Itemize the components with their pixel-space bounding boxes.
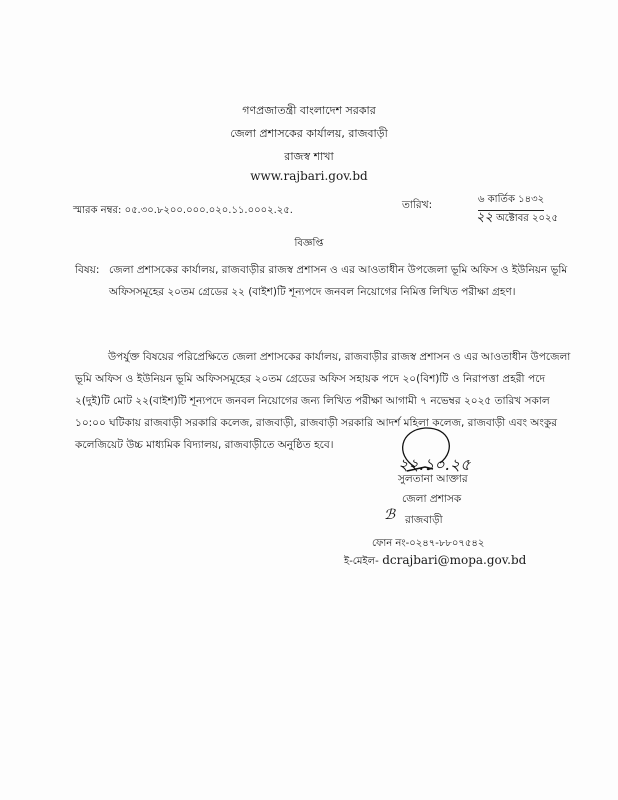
body-line: উপর্যুক্ত বিষয়ের পরিপ্রেক্ষিতে জেলা প্রশাসকের কার্যালয়, রাজবাড়ীর রাজস্ব প্রশাসন ও এর আওতাধীন উপজেলা — [108, 351, 571, 363]
memo-value: ০৫.৩০.৮২০০.০০০.০২০.১১.০০০২.২৫. — [124, 205, 293, 216]
phone: ফোন নং-০২৪৭-৮৮০৭৫৪২ — [372, 538, 485, 549]
subject-label: বিষয়: — [75, 264, 100, 276]
date-label: তারিখ: — [402, 199, 433, 211]
date-bangla: ৬ কার্তিক ১৪৩২ — [478, 192, 544, 211]
signer-designation: জেলা প্রশাসক — [402, 493, 462, 505]
website: www.rajbari.gov.bd — [250, 169, 368, 183]
body-line: ভূমি অফিস ও ইউনিয়ন ভূমি অফিসসমূহের ২০তম গ্রেডের অফিস সহায়ক পদে ২০(বিশ)টি ও নিরাপত্তা প্রহরী পদে — [75, 373, 545, 385]
signer-location: রাজবাড়ী — [405, 514, 443, 526]
notice-title: বিজ্ঞপ্তি — [294, 238, 324, 249]
email-address[interactable]: dcrajbari@mopa.gov.bd — [382, 553, 527, 567]
signature-date: ২২.১০.২৫ — [398, 455, 471, 474]
office-name: জেলা প্রশাসকের কার্যালয়, রাজবাড়ী — [230, 127, 388, 140]
email-label: ই-মেইল- — [344, 556, 379, 567]
date-day-handwritten: ২২ — [476, 210, 493, 225]
memo-label: স্মারক নম্বর: — [73, 205, 122, 216]
section-name: রাজস্ব শাখা — [284, 150, 334, 163]
body-line: ১০:০০ ঘটিকায় রাজবাড়ী সরকারি কলেজ, রাজবাড়ী, রাজবাড়ী সরকারি আদর্শ মহিলা কলেজ, রাজবাড়ী এবং অংকুর — [75, 417, 558, 429]
signer-name: সুলতানা আক্তার — [398, 473, 468, 485]
date-english — [476, 208, 558, 229]
body-line: কলেজিয়েট উচ্চ মাধ্যমিক বিদ্যালয়, রাজবাড়ীতে অনুষ্ঠিত হবে। — [75, 439, 334, 451]
subject-line-1: জেলা প্রশাসকের কার্যালয়, রাজবাড়ীর রাজস্ব প্রশাসন ও এর আওতাধীন উপজেলা ভূমি অফিস ও ইউনিয়ন ভূমি — [109, 264, 568, 276]
initial-mark: ℬ — [384, 507, 396, 523]
govt-name: গণপ্রজাতন্ত্রী বাংলাদেশ সরকার — [242, 104, 376, 117]
subject-line-2: অফিসসমূহের ২০তম গ্রেডের ২২ (বাইশ)টি শূন্যপদে জনবল নিয়োগের নিমিত্ত লিখিত পরীক্ষা গ্রহণ। — [109, 286, 516, 298]
body-line: ২(দুই)টি মোট ২২(বাইশ)টি শূন্যপদে জনবল নিয়োগের জন্য লিখিত পরীক্ষা আগামী ৭ নভেম্বর ২০২৫ তারিখ সকাল — [75, 395, 550, 407]
date-month-year: অক্টোবর ২০২৫ — [496, 213, 558, 224]
email-line — [344, 553, 526, 571]
memo-number — [73, 203, 293, 220]
